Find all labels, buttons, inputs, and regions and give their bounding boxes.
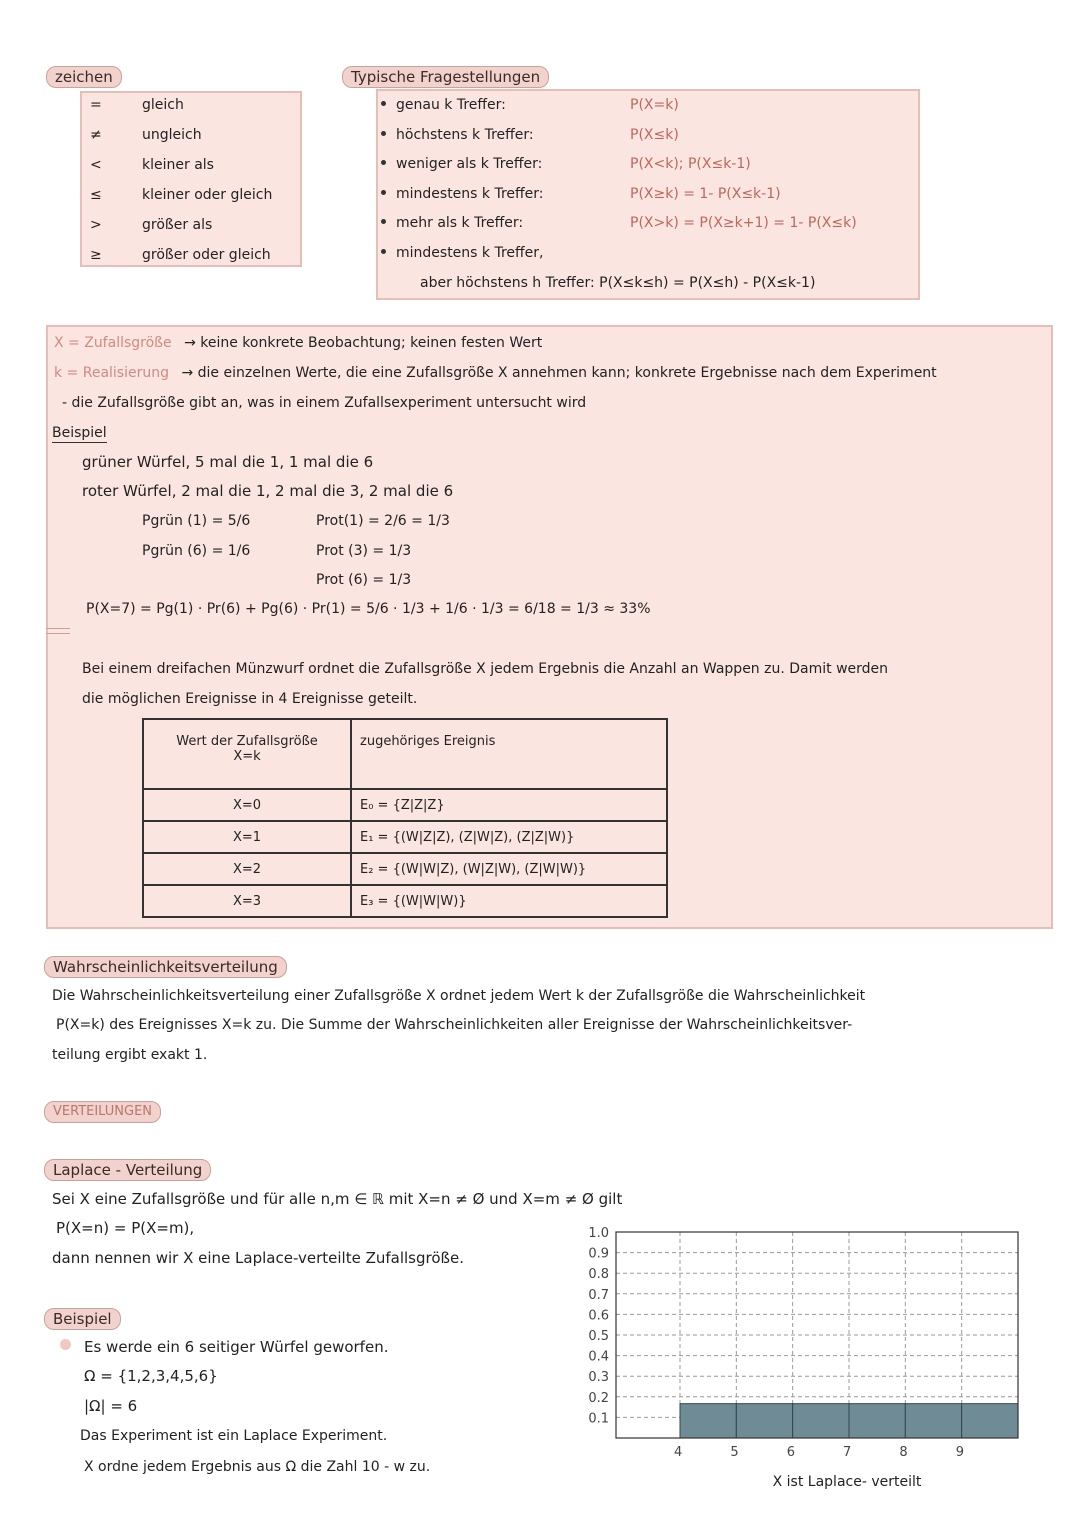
zufall-k-label: k = Realisierung	[54, 365, 169, 381]
table-row-x: X=1	[143, 821, 351, 853]
y-tick-label: 0.9	[588, 1246, 609, 1262]
muenzwurf-line1: Bei einem dreifachen Münzwurf ordnet die Zufallsgröße X jedem Ergebnis die Anzahl an Wappen zu. Damit werden	[82, 661, 889, 677]
table-row-x: X=0	[143, 789, 351, 821]
wv-tag: Wahrscheinlichkeitsverteilung	[44, 956, 287, 978]
p-rot-3: Prot (3) = 1/3	[316, 543, 412, 559]
x-tick-label: 9	[955, 1445, 964, 1460]
table-row-e: E₃ = {(W|W|W)}	[351, 885, 667, 917]
bar	[736, 1404, 792, 1438]
y-tick-label: 0.8	[588, 1267, 609, 1283]
y-tick-label: 0.1	[588, 1411, 609, 1427]
zeichen-symbol: ≥	[90, 247, 102, 263]
bullet-icon	[381, 160, 386, 165]
bullet-icon	[381, 219, 386, 224]
table-row-e: E₂ = {(W|W|Z), (W|Z|W), (Z|W|W)}	[351, 853, 667, 885]
wv-line1: Die Wahrscheinlichkeitsverteilung einer Zufallsgröße X ordnet jedem Wert k der Zufallsgröße die Wahrscheinlichkeit	[52, 988, 866, 1004]
zeichen-text: ungleich	[142, 127, 202, 143]
p-rot-6: Prot (6) = 1/3	[316, 572, 412, 588]
laplace-beispiel-tag: Beispiel	[44, 1308, 121, 1330]
laplace-beispiel-betrag: |Ω| = 6	[84, 1397, 138, 1415]
zufall-x-label: X = Zufallsgröße	[54, 335, 172, 351]
y-tick-label: 1.0	[588, 1226, 609, 1241]
y-tick-label: 0.5	[588, 1329, 609, 1344]
y-tick-label: 0.4	[588, 1349, 609, 1365]
table-row-e: E₀ = {Z|Z|Z}	[351, 789, 667, 821]
x-tick-label: 7	[843, 1445, 852, 1460]
y-tick-label: 0.2	[588, 1390, 609, 1406]
rot-wuerfel: roter Würfel, 2 mal die 1, 2 mal die 3, 2 mal die 6	[82, 482, 454, 500]
zeichen-symbol: ≠	[90, 127, 102, 143]
frage-text: mehr als k Treffer:	[396, 215, 524, 231]
x-tick-label: 8	[899, 1445, 908, 1460]
x-tick-label: 4	[674, 1445, 683, 1460]
laplace-tag: Laplace - Verteilung	[44, 1159, 211, 1181]
gruen-wuerfel: grüner Würfel, 5 mal die 1, 1 mal die 6	[82, 453, 374, 471]
bullet-icon	[381, 131, 386, 136]
bar	[793, 1404, 849, 1438]
frage-text: mindestens k Treffer,	[396, 244, 544, 261]
laplace-bar-chart	[580, 1220, 1030, 1490]
laplace-line2: P(X=n) = P(X=m),	[56, 1219, 195, 1237]
verteilungen-tag: VERTEILUNGEN	[44, 1101, 161, 1123]
chart-caption: X ist Laplace- verteilt	[772, 1474, 922, 1490]
bullet-icon	[60, 1339, 71, 1350]
p-x-7: P(X=7) = Pg(1) · Pr(6) + Pg(6) · Pr(1) = 5/6 · 1/3 + 1/6 · 1/3 = 6/18 = 1/3 ≈ 33%	[86, 601, 651, 617]
frage-formel: P(X=k)	[630, 97, 679, 113]
zeichen-tag: zeichen	[46, 66, 122, 88]
fragen-tag: Typische Fragestellungen	[342, 66, 549, 88]
frage-formel: P(X≤k)	[630, 126, 679, 143]
y-tick-label: 0.3	[588, 1370, 609, 1386]
zeichen-text: kleiner als	[142, 157, 214, 173]
fragen-last-line: aber höchstens h Treffer: P(X≤k≤h) = P(X≤h) - P(X≤k-1)	[420, 275, 816, 291]
bar	[849, 1404, 905, 1438]
frage-text: genau k Treffer:	[396, 97, 506, 113]
frage-text: mindestens k Treffer:	[396, 185, 544, 202]
table-row-e: E₁ = {(W|Z|Z), (Z|W|Z), (Z|Z|W)}	[351, 821, 667, 853]
zufall-x-desc: → keine konkrete Beobachtung; keinen festen Wert	[184, 335, 543, 351]
table-row-x: X=2	[143, 853, 351, 885]
zeichen-symbol: =	[90, 97, 102, 113]
frage-text: höchstens k Treffer:	[396, 126, 534, 143]
zeichen-box	[80, 91, 302, 267]
frage-text: weniger als k Treffer:	[396, 156, 543, 172]
laplace-line3: dann nennen wir X eine Laplace-verteilte Zufallsgröße.	[52, 1249, 464, 1267]
zeichen-symbol: <	[90, 157, 102, 173]
laplace-beispiel-experiment: Das Experiment ist ein Laplace Experiment.	[80, 1428, 388, 1444]
frage-formel: P(X>k) = P(X≥k+1) = 1- P(X≤k)	[630, 215, 857, 231]
table-header-wert	[143, 719, 351, 789]
laplace-beispiel-zuordnung: X ordne jedem Ergebnis aus Ω die Zahl 10 - w zu.	[84, 1459, 431, 1475]
zeichen-text: kleiner oder gleich	[142, 187, 273, 203]
bullet-icon	[381, 101, 386, 106]
ereignis-table	[142, 718, 668, 918]
bar	[905, 1404, 961, 1438]
wv-line2: P(X=k) des Ereignisses X=k zu. Die Summe der Wahrscheinlichkeiten aller Ereignisse der Wahrscheinlichkeitsver-	[56, 1017, 853, 1033]
bar	[962, 1404, 1018, 1438]
table-header-wert-text: Wert der Zufallsgröße	[176, 734, 318, 749]
bar	[680, 1404, 736, 1438]
laplace-beispiel-omega: Ω = {1,2,3,4,5,6}	[84, 1367, 218, 1385]
zeichen-symbol: >	[90, 217, 102, 233]
p-gruen-1: Pgrün (1) = 5/6	[142, 513, 251, 529]
p-rot-1: Prot(1) = 2/6 = 1/3	[316, 513, 450, 529]
p-gruen-6: Pgrün (6) = 1/6	[142, 543, 251, 559]
x-tick-label: 6	[786, 1445, 795, 1460]
table-header-ereignis: zugehöriges Ereignis	[351, 719, 667, 789]
frage-formel: P(X<k); P(X≤k-1)	[630, 156, 751, 172]
zeichen-text: gleich	[142, 97, 184, 113]
table-header-wert-xk: X=k	[233, 749, 261, 764]
zufall-line2	[54, 364, 937, 382]
zufall-beispiel-label: Beispiel	[52, 425, 107, 441]
zufall-line3: - die Zufallsgröße gibt an, was in einem Zufallsexperiment untersucht wird	[62, 395, 587, 411]
zeichen-text: größer oder gleich	[142, 247, 271, 263]
frage-formel: P(X≥k) = 1- P(X≤k-1)	[630, 185, 781, 202]
zeichen-text: größer als	[142, 217, 213, 233]
zeichen-symbol: ≤	[90, 187, 102, 203]
bullet-icon	[381, 190, 386, 195]
bullet-icon	[381, 249, 386, 254]
x-tick-label: 5	[730, 1445, 739, 1460]
zufall-k-desc: → die einzelnen Werte, die eine Zufallsgröße X annehmen kann; konkrete Ergebnisse nach dem Experiment	[181, 365, 937, 381]
laplace-beispiel-1: Es werde ein 6 seitiger Würfel geworfen.	[84, 1338, 389, 1356]
wv-line3: teilung ergibt exakt 1.	[52, 1047, 208, 1063]
y-tick-label: 0.6	[588, 1308, 609, 1324]
y-tick-label: 0.7	[588, 1287, 609, 1303]
zufall-line1	[54, 334, 542, 352]
table-row-x: X=3	[143, 885, 351, 917]
margin-mark	[46, 628, 70, 634]
muenzwurf-line2: die möglichen Ereignisse in 4 Ereignisse geteilt.	[82, 691, 418, 707]
laplace-line1: Sei X eine Zufallsgröße und für alle n,m ∈ ℝ mit X=n ≠ Ø und X=m ≠ Ø gilt	[52, 1190, 623, 1208]
